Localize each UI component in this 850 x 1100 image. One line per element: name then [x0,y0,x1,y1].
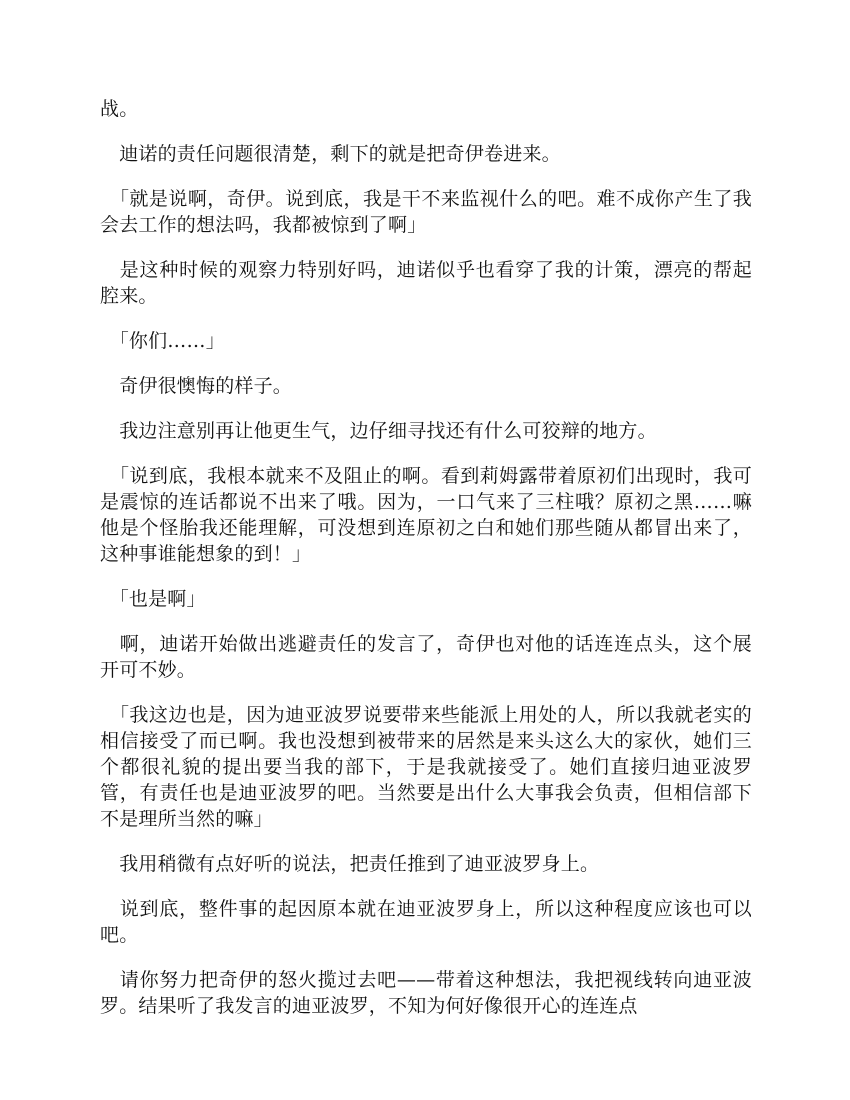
paragraph: 是这种时候的观察力特别好吗，迪诺似乎也看穿了我的计策，漂亮的帮起腔来。 [100,259,752,307]
paragraph: 请你努力把奇伊的怒火揽过去吧——带着这种想法，我把视线转向迪亚波罗。结果听了我发言的迪亚波罗，不知为何好像很开心的连连点 [100,969,752,1017]
paragraph: 「说到底，我根本就来不及阻止的啊。看到莉姆露带着原初们出现时，我可是震惊的连话都说不出来了哦。因为，一口气来了三柱哦？原初之黑……嘛他是个怪胎我还能理解，可没想到连原初之白和她们那些随从都冒出来了，这种事谁能想象的到！」 [100,465,752,565]
paragraph: 「我这边也是，因为迪亚波罗说要带来些能派上用处的人，所以我就老实的相信接受了而已啊。我也没想到被带来的居然是来头这么大的家伙，她们三个都很礼貌的提出要当我的部下，于是我就接受了。她们直接归迪亚波罗管，有责任也是迪亚波罗的吧。当然要是出什么大事我会负责，但相信部下不是理所当然的嘛」 [100,704,752,830]
paragraph: 迪诺的责任问题很清楚，剩下的就是把奇伊卷进来。 [100,143,561,165]
paragraph: 战。 [100,98,139,120]
paragraph: 说到底，整件事的起因原本就在迪亚波罗身上，所以这种程度应该也可以吧。 [100,898,752,946]
paragraph: 奇伊很懊悔的样子。 [100,375,293,397]
paragraph: 「就是说啊，奇伊。说到底，我是干不来监视什么的吧。难不成你产生了我会去工作的想法吗，我都被惊到了啊」 [100,188,752,236]
paragraph: 啊，迪诺开始做出逃避责任的发言了，奇伊也对他的话连连点头，这个展开可不妙。 [100,633,752,681]
paragraph: 我边注意别再让他更生气，边仔细寻找还有什么可狡辩的地方。 [100,420,657,442]
paragraph: 我用稍微有点好听的说法，把责任推到了迪亚波罗身上。 [100,853,600,875]
document-page [100,96,752,1038]
paragraph: 「也是啊」 [100,588,206,610]
paragraph: 「你们……」 [100,330,225,352]
